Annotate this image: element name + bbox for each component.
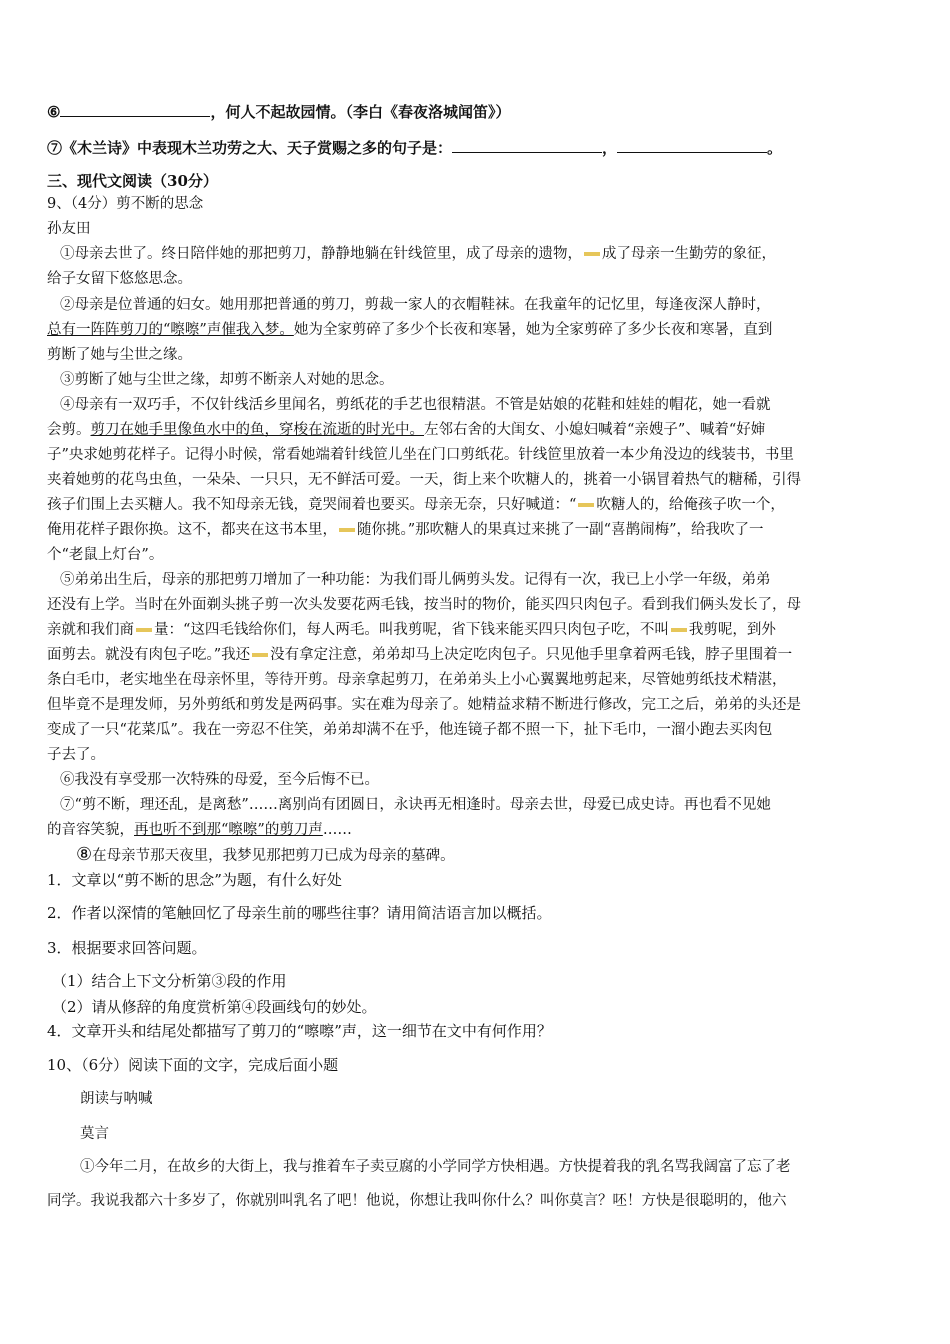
q9-header: 9、（4分）剪不断的思念: [47, 196, 204, 212]
underlined-sentence: 剪刀在她手里像鱼水中的鱼，穿梭在流逝的时光中。: [90, 422, 424, 438]
q10-p1-line: 同学。我说我都六十多岁了，你就别叫乳名了吧！他说，你想让我叫你什么？叫你莫言？呸！方快是很聪明的，他六: [47, 1193, 787, 1209]
fill-item-7: ⑦《木兰诗》中表现木兰功劳之大、天子赏赐之多的句子是： ， 。: [47, 139, 783, 157]
highlight-mark: [584, 252, 600, 256]
section-title: 三、现代文阅读（30分）: [47, 172, 218, 190]
q9-p7-line: 的音容笑貌，再也听不到那“嚓嚓”的剪刀声……: [47, 822, 352, 838]
q9-p4-line: 个“老鼠上灯台”。: [47, 547, 164, 563]
answer-blank[interactable]: [617, 138, 767, 153]
q9-p4-line: 孩子们围上去买糖人。我不知母亲无钱，竟哭闹着也要买。母亲无奈，只好喊道：“ 吹糖人的，给俺孩子吹一个，: [47, 497, 785, 513]
q9-p3: ③剪断了她与尘世之缘，却剪不断亲人对她的思念。: [60, 372, 394, 388]
q10-author: 莫言: [80, 1126, 109, 1142]
q9-p5-line: 亲就和我们商 量：“这四毛钱给你们，每人两毛。叫我剪呢，省下钱来能买四只肉包子吃，不叫 我剪呢，到外: [47, 622, 776, 638]
answer-blank[interactable]: [60, 102, 210, 117]
q9-p5-line: 但毕竟不是理发师，另外剪纸和剪发是两码事。实在难为母亲了。她精益求精不断进行修改，完工之后，弟弟的头还是: [47, 697, 801, 713]
highlight-mark: [671, 628, 687, 632]
item-number: ⑥: [47, 103, 61, 121]
q9-p1-line: ①母亲去世了。终日陪伴她的那把剪刀，静静地躺在针线笸里，成了母亲的遗物， 成了母亲一生勤劳的象征，: [60, 246, 776, 262]
q9-p8: ⑧在母亲节那天夜里，我梦见那把剪刀已成为母亲的墓碑。: [76, 844, 455, 865]
question-item: 3．根据要求回答问题。: [47, 939, 207, 957]
question-item: 1．文章以“剪不断的思念”为题，有什么好处: [47, 871, 342, 889]
q9-p4-line: 子”央求她剪花样子。记得小时候，常看她端着针线笸儿坐在门口剪纸花。针线笸里放着一本少角没边的线装书，书里: [47, 447, 794, 463]
q9-p5-line: ⑤弟弟出生后，母亲的那把剪刀增加了一种功能：为我们哥儿俩剪头发。记得有一次，我已上小学一年级，弟弟: [60, 572, 771, 588]
fill-item-6: ⑥ ，何人不起故园情。（李白《春夜洛城闻笛》）: [47, 103, 511, 121]
q9-p6: ⑥我没有享受那一次特殊的母爱，至今后悔不已。: [60, 772, 379, 788]
q9-p2-line: ②母亲是位普通的妇女。她用那把普通的剪刀，剪裁一家人的衣帽鞋袜。在我童年的记忆里，每逢夜深人静时，: [60, 297, 771, 313]
highlight-mark: [339, 528, 355, 532]
highlight-mark: [252, 653, 268, 657]
q9-p5-line: 还没有上学。当时在外面剃头挑子剪一次头发要花两毛钱，按当时的物价，能买四只肉包子。看到我们俩头发长了，母: [47, 597, 801, 613]
q9-p4-line: 俺用花样子跟你换。这不，都夹在这书本里， 随你挑。”那吹糖人的果真过来挑了一副“喜鹊闹梅”，给我吹了一: [47, 522, 764, 538]
q9-p2-line: 剪断了她与尘世之缘。: [47, 347, 192, 363]
q9-p4-line: 夹着她剪的花鸟虫鱼，一朵朵、一只只，无不鲜活可爱。一天，街上来个吹糖人的，挑着一小锅冒着热气的糖稀，引得: [47, 472, 801, 488]
q10-p1-line: ①今年二月，在故乡的大街上，我与推着车子卖豆腐的小学同学方快相遇。方快提着我的乳名骂我阔富了忘了老: [80, 1159, 791, 1175]
highlight-mark: [578, 503, 594, 507]
question-item: （2）请从修辞的角度赏析第④段画线句的妙处。: [52, 998, 377, 1016]
underlined-sentence: 再也听不到那“嚓嚓”的剪刀声: [134, 822, 323, 838]
q9-p4-line: 会剪。剪刀在她手里像鱼水中的鱼，穿梭在流逝的时光中。左邻右舍的大闺女、小媳妇喊着“亲嫂子”、喊着“好婶: [47, 422, 766, 438]
q9-p5-line: 条白毛巾，老实地坐在母亲怀里，等待开剪。母亲拿起剪刀，在弟弟头上小心翼翼地剪起来，尽管她剪纸技术精湛，: [47, 672, 787, 688]
question-item: 2．作者以深情的笔触回忆了母亲生前的哪些往事？请用简洁语言加以概括。: [47, 904, 552, 922]
question-item: （1）结合上下文分析第③段的作用: [52, 972, 287, 990]
highlight-mark: [136, 628, 152, 632]
q10-header: 10、（6分）阅读下面的文字，完成后面小题: [47, 1056, 339, 1074]
q9-p5-line: 面剪去。就没有肉包子吃。”我还 没有拿定注意，弟弟却马上决定吃肉包子。只见他手里拿着两毛钱，脖子里围着一: [47, 647, 793, 663]
q10-title: 朗读与呐喊: [80, 1091, 153, 1107]
q9-p2-line: 总有一阵阵剪刀的“嚓嚓”声催我入梦。她为全家剪碎了多少个长夜和寒暑，她为全家剪碎了多少长夜和寒暑，直到: [47, 322, 773, 338]
q9-p7-line: ⑦“剪不断，理还乱，是离愁”……离别尚有团圆日，永诀再无相逢时。母亲去世，母爱已成史诗。再也看不见她: [60, 797, 771, 813]
q9-p5-line: 变成了一只“花菜瓜”。我在一旁忍不住笑，弟弟却满不在乎，他连镜子都不照一下，扯下毛巾，一溜小跑去买肉包: [47, 722, 773, 738]
answer-blank[interactable]: [452, 138, 602, 153]
q9-p4-line: ④母亲有一双巧手，不仅针线活乡里闻名，剪纸花的手艺也很精湛。不管是姑娘的花鞋和娃娃的帽花，她一看就: [60, 397, 771, 413]
q9-p1-line: 给子女留下悠悠思念。: [47, 271, 192, 287]
q9-author: 孙友田: [47, 221, 91, 237]
q9-p5-line: 子去了。: [47, 747, 105, 763]
underlined-sentence: 总有一阵阵剪刀的“嚓嚓”声催我入梦。: [47, 322, 294, 338]
question-item: 4．文章开头和结尾处都描写了剪刀的“嚓嚓”声，这一细节在文中有何作用？: [47, 1022, 552, 1040]
